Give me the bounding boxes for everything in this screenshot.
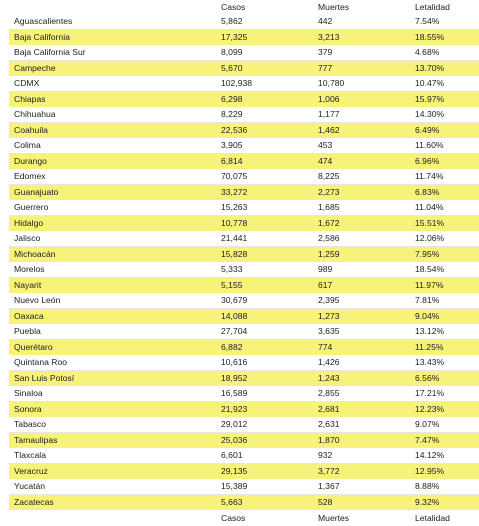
lethality-cell: 13.70%	[415, 61, 479, 77]
deaths-cell: 932	[318, 448, 415, 464]
deaths-cell: 1,177	[318, 107, 415, 123]
state-cell: Veracruz	[9, 464, 221, 480]
deaths-cell: 1,462	[318, 123, 415, 139]
lethality-cell: 7.95%	[415, 247, 479, 263]
table-row	[9, 123, 479, 139]
table-row	[9, 262, 479, 278]
deaths-cell: 989	[318, 262, 415, 278]
deaths-cell: 1,672	[318, 216, 415, 232]
lethality-cell: 10.47%	[415, 76, 479, 92]
state-cell: Oaxaca	[9, 309, 221, 325]
deaths-cell: 453	[318, 138, 415, 154]
lethality-cell: 7.81%	[415, 293, 479, 309]
table-row	[9, 402, 479, 418]
cases-cell: 29,135	[221, 464, 318, 480]
deaths-cell: 474	[318, 154, 415, 170]
deaths-cell: 2,586	[318, 231, 415, 247]
state-cell: Colima	[9, 138, 221, 154]
lethality-cell: 6.96%	[415, 154, 479, 170]
lethality-cell: 6.49%	[415, 123, 479, 139]
cases-cell: 18,952	[221, 371, 318, 387]
lethality-cell: 18.55%	[415, 30, 479, 46]
state-cell: Morelos	[9, 262, 221, 278]
cases-cell: 5,862	[221, 14, 318, 30]
table-row	[9, 14, 479, 30]
table-row	[9, 216, 479, 232]
cases-cell: 5,670	[221, 61, 318, 77]
header-cases: Casos	[221, 2, 246, 12]
footer-row	[9, 510, 479, 526]
cases-cell: 3,905	[221, 138, 318, 154]
state-cell: Tamaulipas	[9, 433, 221, 449]
cases-cell: 30,679	[221, 293, 318, 309]
deaths-cell: 1,685	[318, 200, 415, 216]
table-row	[9, 92, 479, 108]
cases-cell: 16,589	[221, 386, 318, 402]
lethality-cell: 7.47%	[415, 433, 479, 449]
deaths-cell: 3,772	[318, 464, 415, 480]
table-row	[9, 76, 479, 92]
state-cell: Baja California Sur	[9, 45, 221, 61]
state-cell: Tlaxcala	[9, 448, 221, 464]
header-state	[9, 0, 221, 14]
cases-cell: 21,441	[221, 231, 318, 247]
state-cell: San Luis Potosí	[9, 371, 221, 387]
deaths-cell: 379	[318, 45, 415, 61]
cases-cell: 8,099	[221, 45, 318, 61]
deaths-cell: 3,213	[318, 30, 415, 46]
state-cell: Sonora	[9, 402, 221, 418]
deaths-cell: 1,367	[318, 479, 415, 495]
cases-cell: 8,229	[221, 107, 318, 123]
state-cell: Guerrero	[9, 200, 221, 216]
table-row	[9, 45, 479, 61]
table-row	[9, 185, 479, 201]
cases-cell: 102,938	[221, 76, 318, 92]
deaths-cell: 777	[318, 61, 415, 77]
state-cell: Yucatán	[9, 479, 221, 495]
table-row	[9, 278, 479, 294]
lethality-cell: 8.88%	[415, 479, 479, 495]
footer-deaths: Muertes	[318, 513, 350, 523]
lethality-cell: 6.83%	[415, 185, 479, 201]
state-cell: Chiapas	[9, 92, 221, 108]
table-row	[9, 309, 479, 325]
lethality-cell: 12.06%	[415, 231, 479, 247]
cases-cell: 70,075	[221, 169, 318, 185]
state-cell: Guanajuato	[9, 185, 221, 201]
lethality-cell: 11.74%	[415, 169, 479, 185]
lethality-cell: 11.97%	[415, 278, 479, 294]
state-cell: Nayarit	[9, 278, 221, 294]
deaths-cell: 2,681	[318, 402, 415, 418]
deaths-cell: 617	[318, 278, 415, 294]
lethality-cell: 9.32%	[415, 495, 479, 511]
state-cell: Zacatecas	[9, 495, 221, 511]
deaths-cell: 3,635	[318, 324, 415, 340]
table-row	[9, 355, 479, 371]
lethality-cell: 18.54%	[415, 262, 479, 278]
deaths-cell: 1,273	[318, 309, 415, 325]
table-row	[9, 340, 479, 356]
lethality-cell: 12.23%	[415, 402, 479, 418]
table-row	[9, 464, 479, 480]
cases-cell: 5,333	[221, 262, 318, 278]
lethality-cell: 17.21%	[415, 386, 479, 402]
header-deaths: Muertes	[318, 2, 350, 12]
state-cell: Michoacán	[9, 247, 221, 263]
lethality-cell: 15.97%	[415, 92, 479, 108]
cases-cell: 5,155	[221, 278, 318, 294]
lethality-cell: 9.07%	[415, 417, 479, 433]
state-cell: Aguascalientes	[9, 14, 221, 30]
cases-cell: 33,272	[221, 185, 318, 201]
table-row	[9, 169, 479, 185]
state-cell: Hidalgo	[9, 216, 221, 232]
lethality-cell: 11.25%	[415, 340, 479, 356]
table-row	[9, 138, 479, 154]
state-cell: Chihuahua	[9, 107, 221, 123]
deaths-cell: 1,243	[318, 371, 415, 387]
state-cell: Puebla	[9, 324, 221, 340]
deaths-cell: 2,631	[318, 417, 415, 433]
lethality-cell: 6.56%	[415, 371, 479, 387]
table-row	[9, 247, 479, 263]
state-cell: Jalisco	[9, 231, 221, 247]
table-row	[9, 433, 479, 449]
state-statistics-table	[9, 0, 479, 526]
cases-cell: 21,923	[221, 402, 318, 418]
table-row	[9, 293, 479, 309]
state-cell: Coahuila	[9, 123, 221, 139]
table-row	[9, 448, 479, 464]
lethality-cell: 13.43%	[415, 355, 479, 371]
state-cell: Quintana Roo	[9, 355, 221, 371]
cases-cell: 15,828	[221, 247, 318, 263]
table-row	[9, 61, 479, 77]
deaths-cell: 1,870	[318, 433, 415, 449]
table-row	[9, 231, 479, 247]
cases-cell: 10,616	[221, 355, 318, 371]
lethality-cell: 11.60%	[415, 138, 479, 154]
table-row	[9, 479, 479, 495]
lethality-cell: 4.68%	[415, 45, 479, 61]
cases-cell: 22,536	[221, 123, 318, 139]
lethality-cell: 9.04%	[415, 309, 479, 325]
table-row	[9, 200, 479, 216]
state-cell: CDMX	[9, 76, 221, 92]
table-row	[9, 107, 479, 123]
cases-cell: 17,325	[221, 30, 318, 46]
deaths-cell: 528	[318, 495, 415, 511]
deaths-cell: 1,259	[318, 247, 415, 263]
lethality-cell: 12.95%	[415, 464, 479, 480]
deaths-cell: 2,395	[318, 293, 415, 309]
cases-cell: 6,601	[221, 448, 318, 464]
table-row	[9, 417, 479, 433]
deaths-cell: 10,780	[318, 76, 415, 92]
state-cell: Baja California	[9, 30, 221, 46]
header-row	[9, 0, 479, 14]
deaths-cell: 2,855	[318, 386, 415, 402]
lethality-cell: 14.12%	[415, 448, 479, 464]
state-cell: Sinaloa	[9, 386, 221, 402]
state-cell: Querétaro	[9, 340, 221, 356]
cases-cell: 5,663	[221, 495, 318, 511]
table-row	[9, 386, 479, 402]
lethality-cell: 7.54%	[415, 14, 479, 30]
cases-cell: 29,012	[221, 417, 318, 433]
cases-cell: 10,778	[221, 216, 318, 232]
footer-state	[9, 510, 221, 526]
cases-cell: 15,263	[221, 200, 318, 216]
state-cell: Nuevo León	[9, 293, 221, 309]
header-lethality: Letalidad	[415, 2, 450, 12]
lethality-cell: 11.04%	[415, 200, 479, 216]
state-cell: Edomex	[9, 169, 221, 185]
deaths-cell: 1,426	[318, 355, 415, 371]
cases-cell: 6,298	[221, 92, 318, 108]
table-body	[9, 14, 479, 510]
cases-cell: 25,036	[221, 433, 318, 449]
table-row	[9, 495, 479, 511]
table-row	[9, 324, 479, 340]
cases-cell: 15,389	[221, 479, 318, 495]
deaths-cell: 2,273	[318, 185, 415, 201]
deaths-cell: 1,006	[318, 92, 415, 108]
table-row	[9, 154, 479, 170]
table-row	[9, 30, 479, 46]
table-row	[9, 371, 479, 387]
cases-cell: 6,814	[221, 154, 318, 170]
state-cell: Tabasco	[9, 417, 221, 433]
cases-cell: 27,704	[221, 324, 318, 340]
state-cell: Durango	[9, 154, 221, 170]
state-cell: Campeche	[9, 61, 221, 77]
footer-cases: Casos	[221, 513, 246, 523]
deaths-cell: 774	[318, 340, 415, 356]
deaths-cell: 8,225	[318, 169, 415, 185]
footer-lethality: Letalidad	[415, 513, 450, 523]
lethality-cell: 15.51%	[415, 216, 479, 232]
lethality-cell: 14.30%	[415, 107, 479, 123]
cases-cell: 6,882	[221, 340, 318, 356]
lethality-cell: 13.12%	[415, 324, 479, 340]
cases-cell: 14,088	[221, 309, 318, 325]
deaths-cell: 442	[318, 14, 415, 30]
